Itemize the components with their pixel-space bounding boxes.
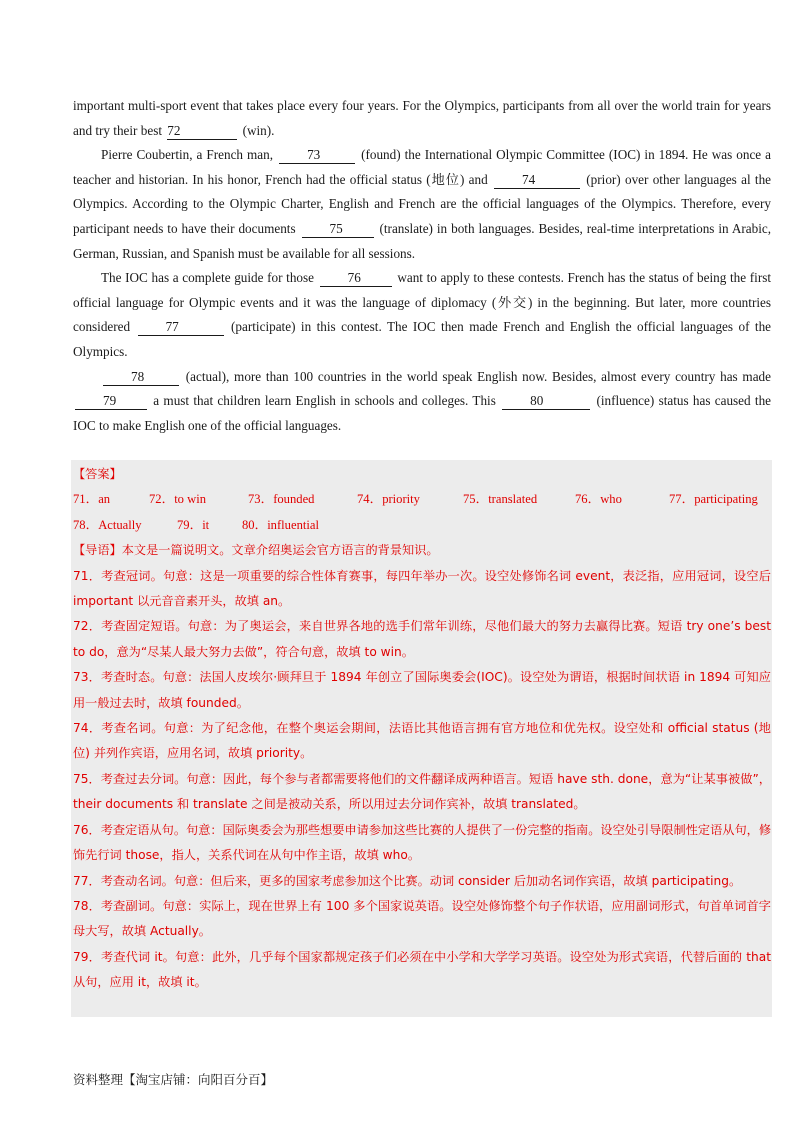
explanation-72: 72．考查固定短语。句意：为了奥运会，来自世界各地的选手们常年训练，尽他们最大的努力去赢得比赛。短语 try one’s best to do，意为“尽某人最大努力去做”，符合句意，故填 to win。 [73, 619, 771, 659]
blank-78: 78 [103, 369, 179, 386]
answer-73: 73．founded [248, 492, 315, 507]
explanation-76: 76．考查定语从句。句意：国际奥委会为那些想要申请参加这些比赛的人提供了一份完整的指南。设空处引导限制性定语从句，修饰先行词 those，指人，关系代词在从句中作主语，故填 who。 [73, 822, 772, 863]
explanation-74: 74．考查名词。句意：为了纪念他，在整个奥运会期间，法语比其他语言拥有官方地位和优先权。设空处和 official status (地位) 并列作宾语，应用名词，故填 priority。 [73, 721, 771, 761]
answer-71: 71．an [73, 492, 111, 507]
answer-76: 76．who [575, 492, 622, 507]
answer-77: 77．participating [669, 492, 758, 507]
footer-source: 资料整理【淘宝店铺：向阳百分百】 [73, 1072, 274, 1087]
blank-79: 79 [75, 393, 147, 410]
blank-80: 80 [502, 393, 590, 410]
answer-79: 79．it [177, 517, 210, 532]
blank-75: 75 [302, 221, 374, 238]
paragraph-4: 78 (actual), more than 100 countries in the world speak English now. Besides, almost every country has made 79 a must that children learn English in schools and colleges. This 80 (influence) status has caused the IOC to make English one of the official languages. [73, 368, 772, 433]
paragraph-3: The IOC has a complete guide for those 76 want to apply to these contests. French has the status of being the first official language for Olympic events and it was the language of diplomacy (外交) in the beginning. But later, more countries considered 77 (participate) in this contest. The IOC then made French and English the official languages of the Olympics. [73, 270, 772, 359]
answer-74: 74．priority [357, 492, 420, 507]
blank-77: 77 [138, 319, 224, 336]
answer-80: 80．influential [242, 517, 319, 532]
explanation-77: 77．考查动名词。句意：但后来，更多的国家考虑参加这个比赛。动词 consider 后加动名词作宾语，故填 participating。 [73, 873, 742, 888]
guide-text: 【导语】本文是一篇说明文。文章介绍奥运会官方语言的背景知识。 [73, 543, 439, 558]
explanation-71: 71．考查冠词。句意：这是一项重要的综合性体育赛事，每四年举办一次。设空处修饰名词 event，表泛指，应用冠词，设空后 important 以元音音素开头，故填 an。 [73, 568, 771, 609]
blank-74: 74 [494, 172, 580, 189]
answer-row-1 [73, 487, 771, 512]
explanation-79: 79．考查代词 it。句意：此外，几乎每个国家都规定孩子们必须在中小学和大学学习英语。设空处为形式宾语，代替后面的 that 从句，应用 it，故填 it。 [73, 949, 771, 990]
answer-row-2 [73, 513, 771, 538]
explanation-78: 78．考查副词。句意：实际上，现在世界上有 100 多个国家说英语。设空处修饰整个句子作状语，应用副词形式，句首单词首字母大写，故填 Actually。 [73, 898, 771, 939]
passage [73, 94, 771, 438]
blank-72: 72 [167, 123, 237, 140]
explanation-73: 73．考查时态。句意：法国人皮埃尔·顾拜旦于 1894 年创立了国际奥委会(IOC)。设空处为谓语，根据时间状语 in 1894 可知应用一般过去时，故填 founded。 [73, 670, 771, 710]
answer-heading: 【答案】 [73, 467, 122, 481]
answer-72: 72．to win [149, 492, 207, 507]
answer-78: 78．Actually [73, 517, 142, 532]
answer-section [73, 462, 771, 996]
blank-73: 73 [279, 147, 355, 164]
answer-75: 75．translated [463, 492, 538, 507]
blank-76: 76 [320, 270, 392, 287]
paragraph-1: important multi-sport event that takes place every four years. For the Olympics, participants from all over the world train for years and try their best 72 (win). [73, 98, 771, 138]
explanation-75: 75．考查过去分词。句意：因此，每个参与者都需要将他们的文件翻译成两种语言。短语 have sth. done，意为“让某事被做”， their documents 和 translate 之间是被动关系，所以用过去分词作宾补，故填 translated。 [73, 771, 771, 812]
paragraph-2: Pierre Coubertin, a French man, 73 (found) the International Olympic Committee (IOC) in 1894. He was once a teacher and historian. In his honor, French had the official status (地位) and 74 (prior) over other languages al the Olympics. According to the Olympic Charter, English and French are the official languages of the Olympics. Therefore, every participant needs to have their documents 75 (translate) in both languages. Besides, real-time interpretations in Arabic, German, Russian, and Spanish must be available for all sessions. [73, 147, 772, 261]
